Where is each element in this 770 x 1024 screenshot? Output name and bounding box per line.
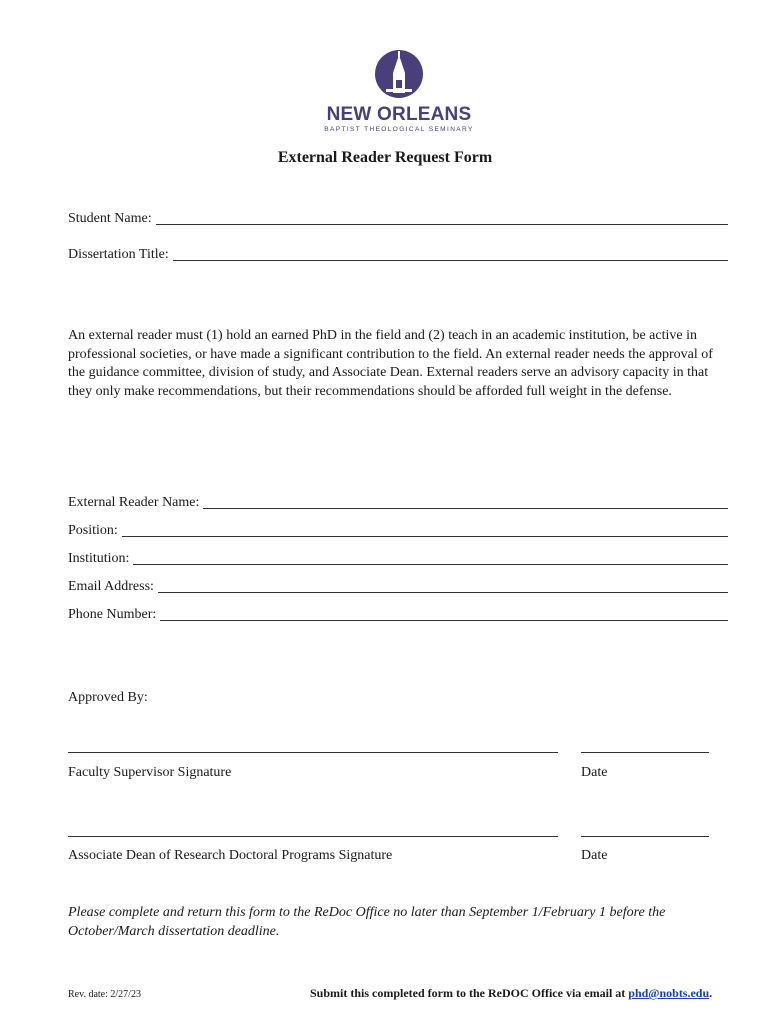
- chapel-emblem-icon: [374, 49, 424, 99]
- dean-signature-field[interactable]: [68, 836, 558, 837]
- reader-name-row: [68, 493, 728, 511]
- logo-name: NEW ORLEANS: [326, 104, 472, 125]
- phone-label: Phone Number:: [68, 607, 157, 622]
- position-row: [68, 521, 728, 539]
- submit-instruction: [310, 986, 712, 1001]
- submit-end-punct: .: [709, 986, 713, 1000]
- deadline-notice: Please complete and return this form to the ReDoc Office no later than September 1/February 1 before the October/March dissertation deadline.: [68, 905, 666, 939]
- dissertation-title-field[interactable]: [173, 247, 728, 261]
- phone-row: [68, 605, 728, 623]
- dean-signature-label: Associate Dean of Research Doctoral Programs Signature: [68, 848, 393, 863]
- email-row: [68, 577, 728, 595]
- approved-by-label: Approved By:: [68, 690, 148, 705]
- revision-date: Rev. date: 2/27/23: [68, 989, 141, 1000]
- page-title: External Reader Request Form: [277, 149, 493, 166]
- dean-date-label: Date: [581, 848, 608, 863]
- email-field[interactable]: [158, 579, 728, 593]
- faculty-date-label: Date: [581, 765, 608, 780]
- submit-text: Submit this completed form to the ReDOC Office via email at: [310, 986, 626, 1000]
- logo-subtitle: BAPTIST THEOLOGICAL SEMINARY: [324, 126, 474, 133]
- seminary-logo: [374, 49, 424, 99]
- phone-field[interactable]: [160, 607, 728, 621]
- faculty-signature-label: Faculty Supervisor Signature: [68, 765, 232, 780]
- reader-name-label: External Reader Name:: [68, 495, 200, 510]
- email-label: Email Address:: [68, 579, 154, 594]
- institution-row: [68, 549, 728, 567]
- position-field[interactable]: [122, 523, 728, 537]
- email-link[interactable]: phd@nobts.edu: [628, 986, 710, 1000]
- student-name-label: Student Name:: [68, 211, 152, 226]
- faculty-signature-field[interactable]: [68, 752, 558, 753]
- requirements-paragraph: An external reader must (1) hold an earned PhD in the field and (2) teach in an academic institution, be active in professional societies, or have made a significant contribution to the field. An external reader needs the approval of the guidance committee, division of study, and Associate Dean. External readers serve an advisory capacity in that they only make recommendations, but their recommendations should be afforded full weight in the defense.: [68, 328, 713, 399]
- reader-name-field[interactable]: [203, 495, 728, 509]
- institution-field[interactable]: [133, 551, 728, 565]
- dean-date-field[interactable]: [581, 836, 709, 837]
- dissertation-title-label: Dissertation Title:: [68, 247, 169, 262]
- dissertation-title-row: [68, 245, 728, 263]
- faculty-date-field[interactable]: [581, 752, 709, 753]
- institution-label: Institution:: [68, 551, 130, 566]
- position-label: Position:: [68, 523, 118, 538]
- student-name-field[interactable]: [156, 211, 728, 225]
- student-name-row: [68, 209, 728, 227]
